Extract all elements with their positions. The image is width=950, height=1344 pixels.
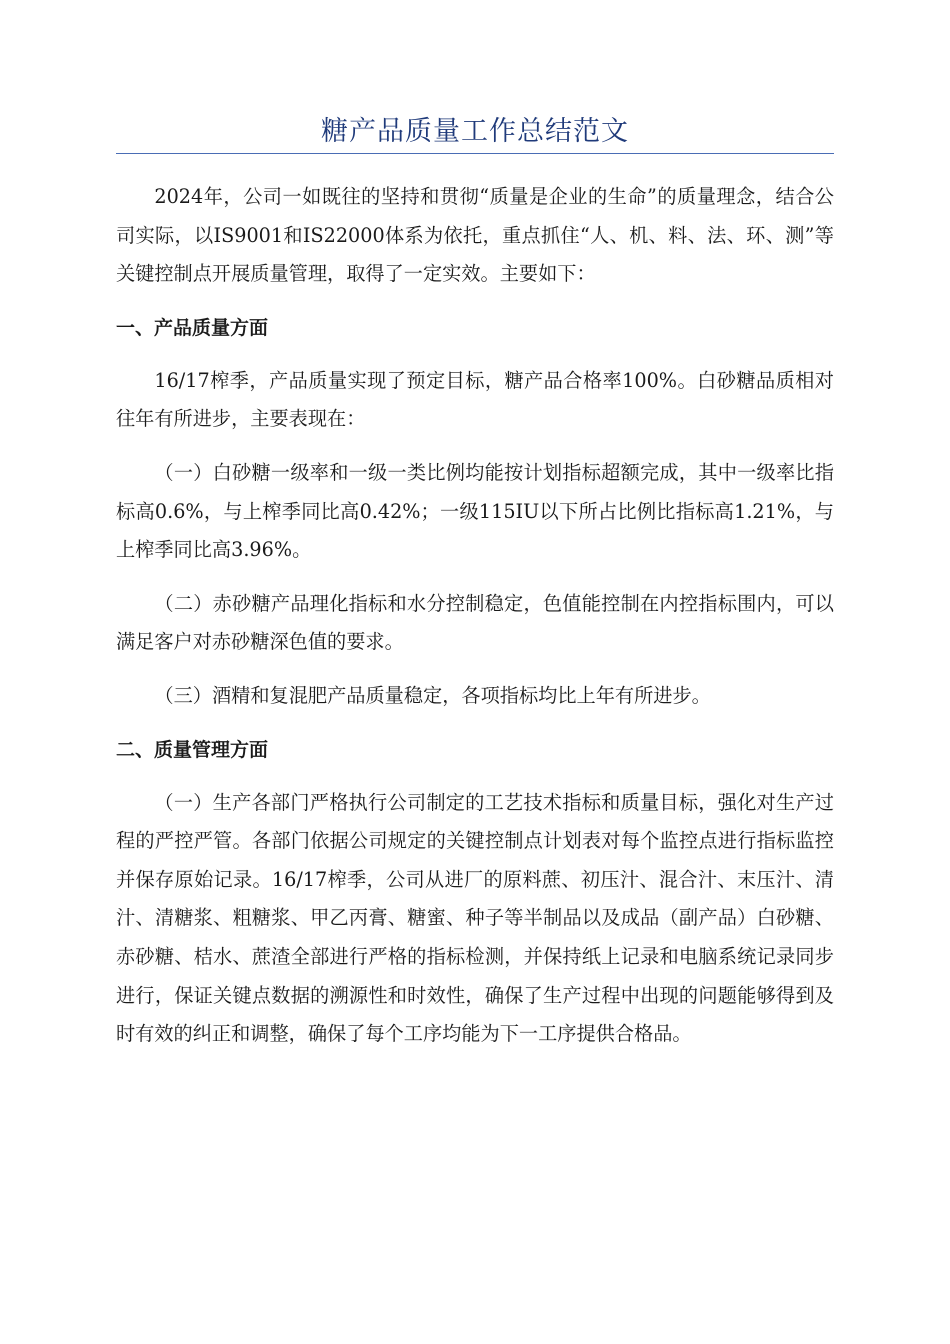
intro-paragraph: 2024年，公司一如既往的坚持和贯彻“质量是企业的生命”的质量理念，结合公司实际，以IS9001和IS22000体系为依托，重点抓住“人、机、料、法、环、测”等关键控制点开展质量管理，取得了一定实效。主要如下： (116, 185, 834, 286)
section1-paragraph-4: （三）酒精和复混肥产品质量稳定，各项指标均比上年有所进步。 (154, 683, 711, 707)
document-page (116, 112, 834, 1054)
document-title: 糖产品质量工作总结范文 (321, 116, 629, 147)
section2-paragraph-1: （一）生产各部门严格执行公司制定的工艺技术指标和质量目标，强化对生产过程的严控严管。各部门依据公司规定的关键控制点计划表对每个监控点进行指标监控并保存原始记录。16/17榨季，公司从进厂的原料蔗、初压汁、混合汁、末压汁、清汁、清糖浆、粗糖浆、甲乙丙膏、糖蜜、种子等半制品以及成品（副产品）白砂糖、赤砂糖、桔水、蔗渣全部进行严格的指标检测，并保持纸上记录和电脑系统记录同步进行，保证关键点数据的溯源性和时效性，确保了生产过程中出现的问题能够得到及时有效的纠正和调整，确保了每个工序均能为下一工序提供合格品。 (116, 790, 834, 1046)
section1-paragraph-2: （一）白砂糖一级率和一级一类比例均能按计划指标超额完成，其中一级率比指标高0.6%，与上榨季同比高0.42%；一级115IU以下所占比例比指标高1.21%，与上榨季同比高3.96%。 (116, 460, 834, 562)
section-heading-quality-management: 二、质量管理方面 (116, 738, 269, 761)
section-heading-product-quality: 一、产品质量方面 (116, 316, 269, 339)
section1-paragraph-1: 16/17榨季，产品质量实现了预定目标，糖产品合格率100%。白砂糖品质相对往年有所进步，主要表现在： (116, 368, 834, 431)
section1-paragraph-3: （二）赤砂糖产品理化指标和水分控制稳定，色值能控制在内控指标围内，可以满足客户对赤砂糖深色值的要求。 (116, 591, 834, 654)
